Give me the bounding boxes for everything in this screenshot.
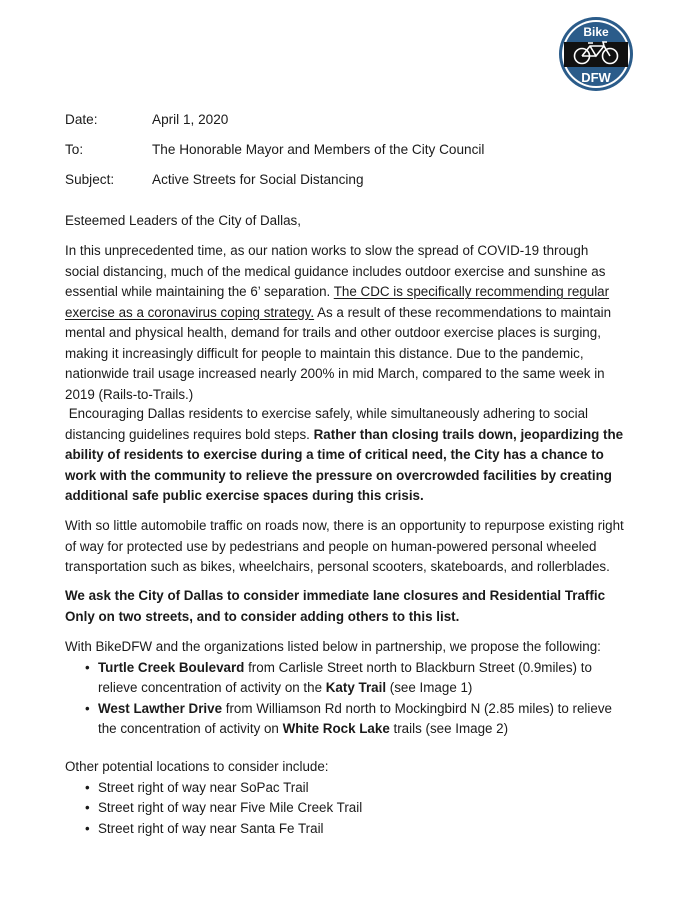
bikedfw-logo bbox=[558, 16, 634, 92]
text-span: essential while maintaining the 6’ separation. bbox=[65, 284, 334, 299]
text-line: 2019 (Rails-to-Trails.) bbox=[65, 386, 194, 402]
text-line: In this unprecedented time, as our nation works to slow the spread of COVID-19 through bbox=[65, 243, 589, 258]
paragraph-covid bbox=[65, 241, 640, 405]
text-line: We ask the City of Dallas to consider immediate lane closures and Residential Traffic bbox=[65, 588, 606, 603]
other-intro: Other potential locations to consider include: bbox=[65, 759, 329, 774]
location-text: Street right of way near SoPac Trail bbox=[98, 779, 309, 795]
trail-name: Katy Trail bbox=[325, 680, 387, 695]
list-item bbox=[65, 798, 640, 819]
paragraph-request bbox=[65, 586, 640, 627]
text-span: trails (see Image 2) bbox=[389, 721, 509, 736]
location-text: Street right of way near Santa Fe Trail bbox=[98, 820, 324, 836]
text-span: distancing guidelines requires bold steps. bbox=[65, 426, 314, 442]
text-span: (see Image 1) bbox=[386, 680, 473, 695]
bold-line: additional safe public exercise spaces during this crisis. bbox=[65, 488, 424, 503]
date-label: Date: bbox=[65, 112, 98, 127]
proposal-section bbox=[65, 637, 640, 740]
cdc-link[interactable]: The CDC is specifically recommending regular bbox=[333, 284, 610, 299]
text-line: Only on two streets, and to consider adding others to this list. bbox=[65, 608, 460, 624]
text-line: transportation such as bikes, wheelchairs, personal scooters, skateboards, and rollerblades. bbox=[65, 559, 610, 574]
text-span: from Carlisle Street north to Blackburn Street (0.9miles) to bbox=[244, 659, 592, 675]
text-span: As a result of these recommendations to maintain bbox=[314, 304, 612, 320]
proposal-intro: With BikeDFW and the organizations listed below in partnership, we propose the following: bbox=[65, 639, 601, 654]
text-line: making it increasingly difficult for people to maintain this distance. Due to the pandemic, bbox=[65, 345, 584, 361]
bullet: • bbox=[85, 659, 90, 675]
bold-span: Rather than closing trails down, jeopardizing the bbox=[313, 426, 624, 442]
text-span: relieve concentration of activity on the bbox=[98, 680, 326, 695]
text-line: With so little automobile traffic on roads now, there is an opportunity to repurpose existing right bbox=[65, 518, 624, 533]
logo-top-text: Bike bbox=[583, 25, 609, 39]
to-value: The Honorable Mayor and Members of the City Council bbox=[152, 142, 485, 157]
list-item bbox=[65, 658, 640, 699]
list-item bbox=[65, 819, 640, 840]
text-line bbox=[65, 425, 640, 446]
bold-line: work with the community to relieve the pressure on overcrowded facilities by creating bbox=[65, 467, 612, 483]
text-line: mental and physical health, demand for trails and other outdoor exercise places is surging, bbox=[65, 325, 601, 340]
to-label: To: bbox=[65, 142, 84, 157]
text-line bbox=[65, 303, 640, 324]
list-item bbox=[65, 699, 640, 740]
bold-line: ability of residents to exercise during a time of critical need, the City has a chance to bbox=[65, 447, 604, 462]
text-line bbox=[65, 282, 640, 303]
paragraph-encouraging bbox=[65, 404, 640, 507]
location-text: Street right of way near Five Mile Creek Trail bbox=[98, 800, 363, 815]
other-locations-section bbox=[65, 757, 640, 839]
text-span: the concentration of activity on bbox=[98, 721, 283, 736]
street-name: Turtle Creek Boulevard bbox=[98, 659, 245, 675]
logo-bottom-text: DFW bbox=[581, 70, 611, 85]
text-line: nationwide trail usage increased nearly 200% in mid March, compared to the same week in bbox=[65, 366, 605, 381]
cdc-link-cont[interactable]: exercise as a coronavirus coping strategy. bbox=[65, 304, 315, 320]
text-line: social distancing, much of the medical guidance includes outdoor exercise and sunshine as bbox=[65, 263, 606, 279]
text-line: Encouraging Dallas residents to exercise safely, while simultaneously adhering to social bbox=[65, 406, 588, 421]
proposal-list bbox=[65, 658, 640, 740]
trail-name: White Rock Lake bbox=[282, 721, 390, 736]
subject-label: Subject: bbox=[65, 172, 115, 187]
street-name: West Lawther Drive bbox=[98, 700, 223, 716]
date-value: April 1, 2020 bbox=[152, 112, 229, 127]
bullet: • bbox=[85, 820, 90, 836]
bullet: • bbox=[85, 779, 90, 795]
bullet: • bbox=[85, 700, 90, 716]
bullet: • bbox=[85, 800, 90, 815]
text-span: from Williamson Rd north to Mockingbird N (2.85 miles) to relieve bbox=[222, 700, 612, 716]
salutation: Esteemed Leaders of the City of Dallas, bbox=[65, 213, 301, 228]
other-locations-list bbox=[65, 778, 640, 840]
paragraph-traffic bbox=[65, 516, 640, 578]
list-item bbox=[65, 778, 640, 799]
subject-value: Active Streets for Social Distancing bbox=[152, 172, 364, 187]
text-line: of way for protected use by pedestrians and people on human-powered personal wheeled bbox=[65, 538, 597, 554]
